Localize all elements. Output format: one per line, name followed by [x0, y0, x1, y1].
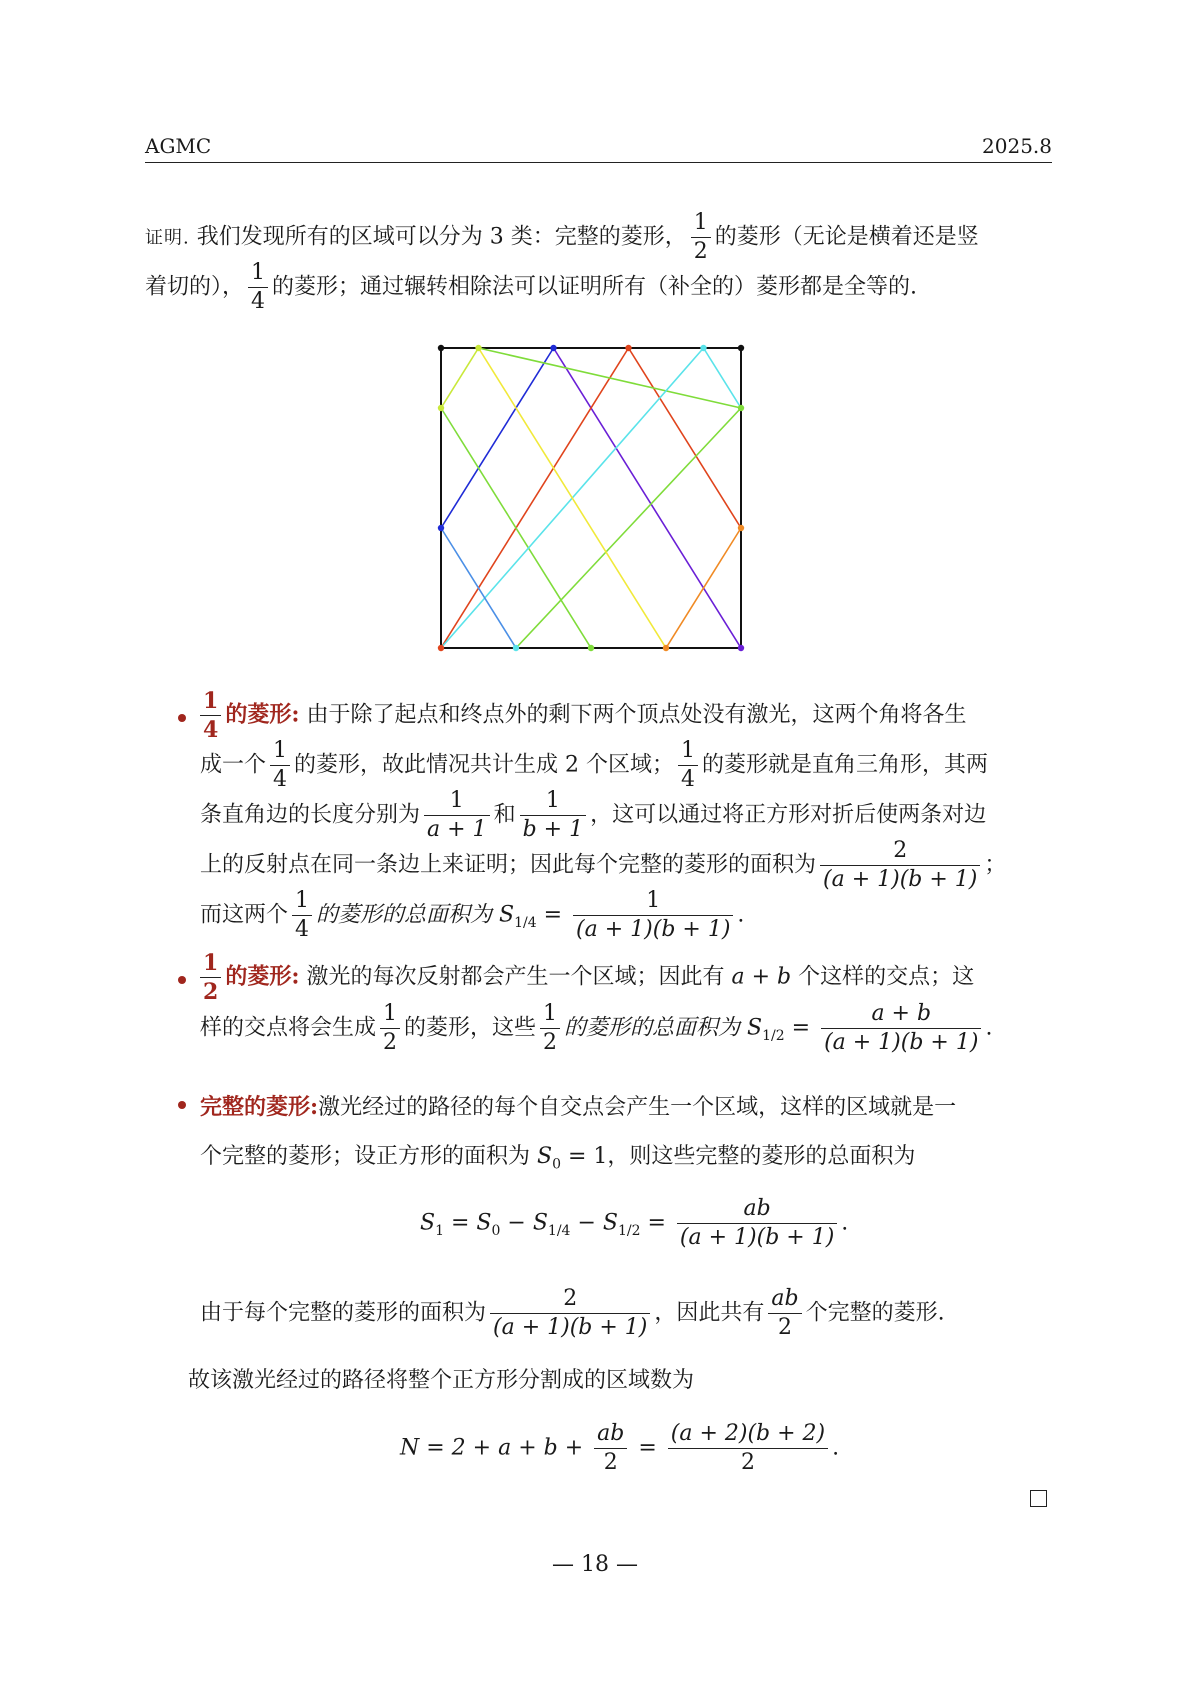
b3-equation: $S_1 = S_0 - S_{1/4} - S_{1/2}$ = $\frac{ab}{(a + 1)(b + 1)}$ .	[420, 1196, 849, 1250]
proof-line-2: 着切的）， $\frac{1}{4}$ 的菱形；通过辗转相除法可以证明所有（补全的）菱形都是全等的.	[145, 260, 918, 314]
bullet-dot-2	[178, 976, 186, 984]
laser-segment-10	[704, 348, 742, 408]
reflection-point-12	[738, 645, 744, 651]
reflection-point-15	[663, 645, 669, 651]
laser-segment-11	[516, 408, 741, 648]
b3-line-2: 个完整的菱形；设正方形的面积为 $S_0 = 1$，则这些完整的菱形的总面积为	[200, 1144, 916, 1173]
running-header	[145, 132, 1052, 163]
b2-line-1: $\frac{1}{2}$ 的菱形: 激光的每次反射都会产生一个区域；因此有 a + b 个这样的交点；这	[200, 952, 974, 1003]
reflection-point-13	[513, 645, 519, 651]
reflection-point-4	[625, 345, 631, 351]
reflection-point-10	[738, 525, 744, 531]
laser-segment-1	[441, 348, 554, 528]
laser-segment-13	[479, 348, 667, 648]
b3-line-3: 由于每个完整的菱形的面积为 $\frac{2}{(a + 1)(b + 1)}$ ，因此共有 $\frac{ab}{2}$ 个完整的菱形.	[200, 1286, 945, 1340]
reflection-point-5	[475, 345, 481, 351]
b3-line-1: 完整的菱形:激光经过的路径的每个自交点会产生一个区域，这样的区域就是一	[200, 1094, 957, 1120]
reflection-point-3	[550, 345, 556, 351]
b1-line-5: 而这两个 $\frac{1}{4}$ 的菱形的总面积为 $S_{1/4}$ = $\frac{1}{(a + 1)(b + 1)}$ .	[200, 888, 745, 942]
bullet-dot-1	[178, 714, 186, 722]
b1-line-3: 条直角边的长度分别为 $\frac{1}{a + 1}$ 和 $\frac{1}{b + 1}$ ，这可以通过将正方形对折后使两条对边	[200, 788, 987, 842]
proof-line-1: 证明. 我们发现所有的区域可以分为 3 类：完整的菱形， $\frac{1}{2}$ 的菱形（无论是横着还是竖	[145, 210, 979, 264]
reflection-point-14	[588, 645, 594, 651]
square-border	[441, 348, 741, 648]
laser-segment-6	[441, 348, 479, 408]
conclusion-equation: N = 2 + a + b + $\frac{ab}{2}$ = $\frac{(a + 2)(b + 2)}{2}$ .	[400, 1421, 840, 1475]
laser-segment-3	[441, 348, 629, 648]
laser-figure	[428, 335, 754, 661]
conclusion-text: 故该激光经过的路径将整个正方形分割成的区域数为	[188, 1368, 695, 1393]
page-number: — 18 —	[552, 1552, 638, 1577]
reflection-point-6	[700, 345, 706, 351]
reflection-point-1	[438, 345, 444, 351]
b1-line-1: $\frac{1}{4}$ 的菱形: 由于除了起点和终点外的剩下两个顶点处没有激光，这两个角将各生	[200, 690, 966, 741]
reflection-point-7	[438, 405, 444, 411]
b2-line-2: 样的交点将会生成 $\frac{1}{2}$ 的菱形，这些 $\frac{1}{2}$ 的菱形的总面积为 $S_{1/2}$ = $\frac{a + b}{(a + 1)(b + 1)}$ .	[200, 1001, 993, 1055]
header-right: 2025.8	[982, 134, 1052, 158]
reflection-point-11	[438, 645, 444, 651]
reflection-point-9	[438, 525, 444, 531]
reflection-point-8	[738, 405, 744, 411]
qed-box	[1030, 1490, 1047, 1507]
laser-segment-2	[554, 348, 742, 648]
bullet-dot-3	[178, 1101, 186, 1109]
header-left: AGMC	[145, 134, 212, 158]
reflection-point-2	[738, 345, 744, 351]
b1-line-2: 成一个 $\frac{1}{4}$ 的菱形，故此情况共计生成 2 个区域； $\frac{1}{4}$ 的菱形就是直角三角形，其两	[200, 738, 989, 792]
laser-segment-4	[629, 348, 742, 528]
b1-line-4: 上的反射点在同一条边上来证明；因此每个完整的菱形的面积为 $\frac{2}{(a + 1)(b + 1)}$ ；	[200, 838, 1007, 892]
laser-segment-7	[479, 348, 742, 408]
